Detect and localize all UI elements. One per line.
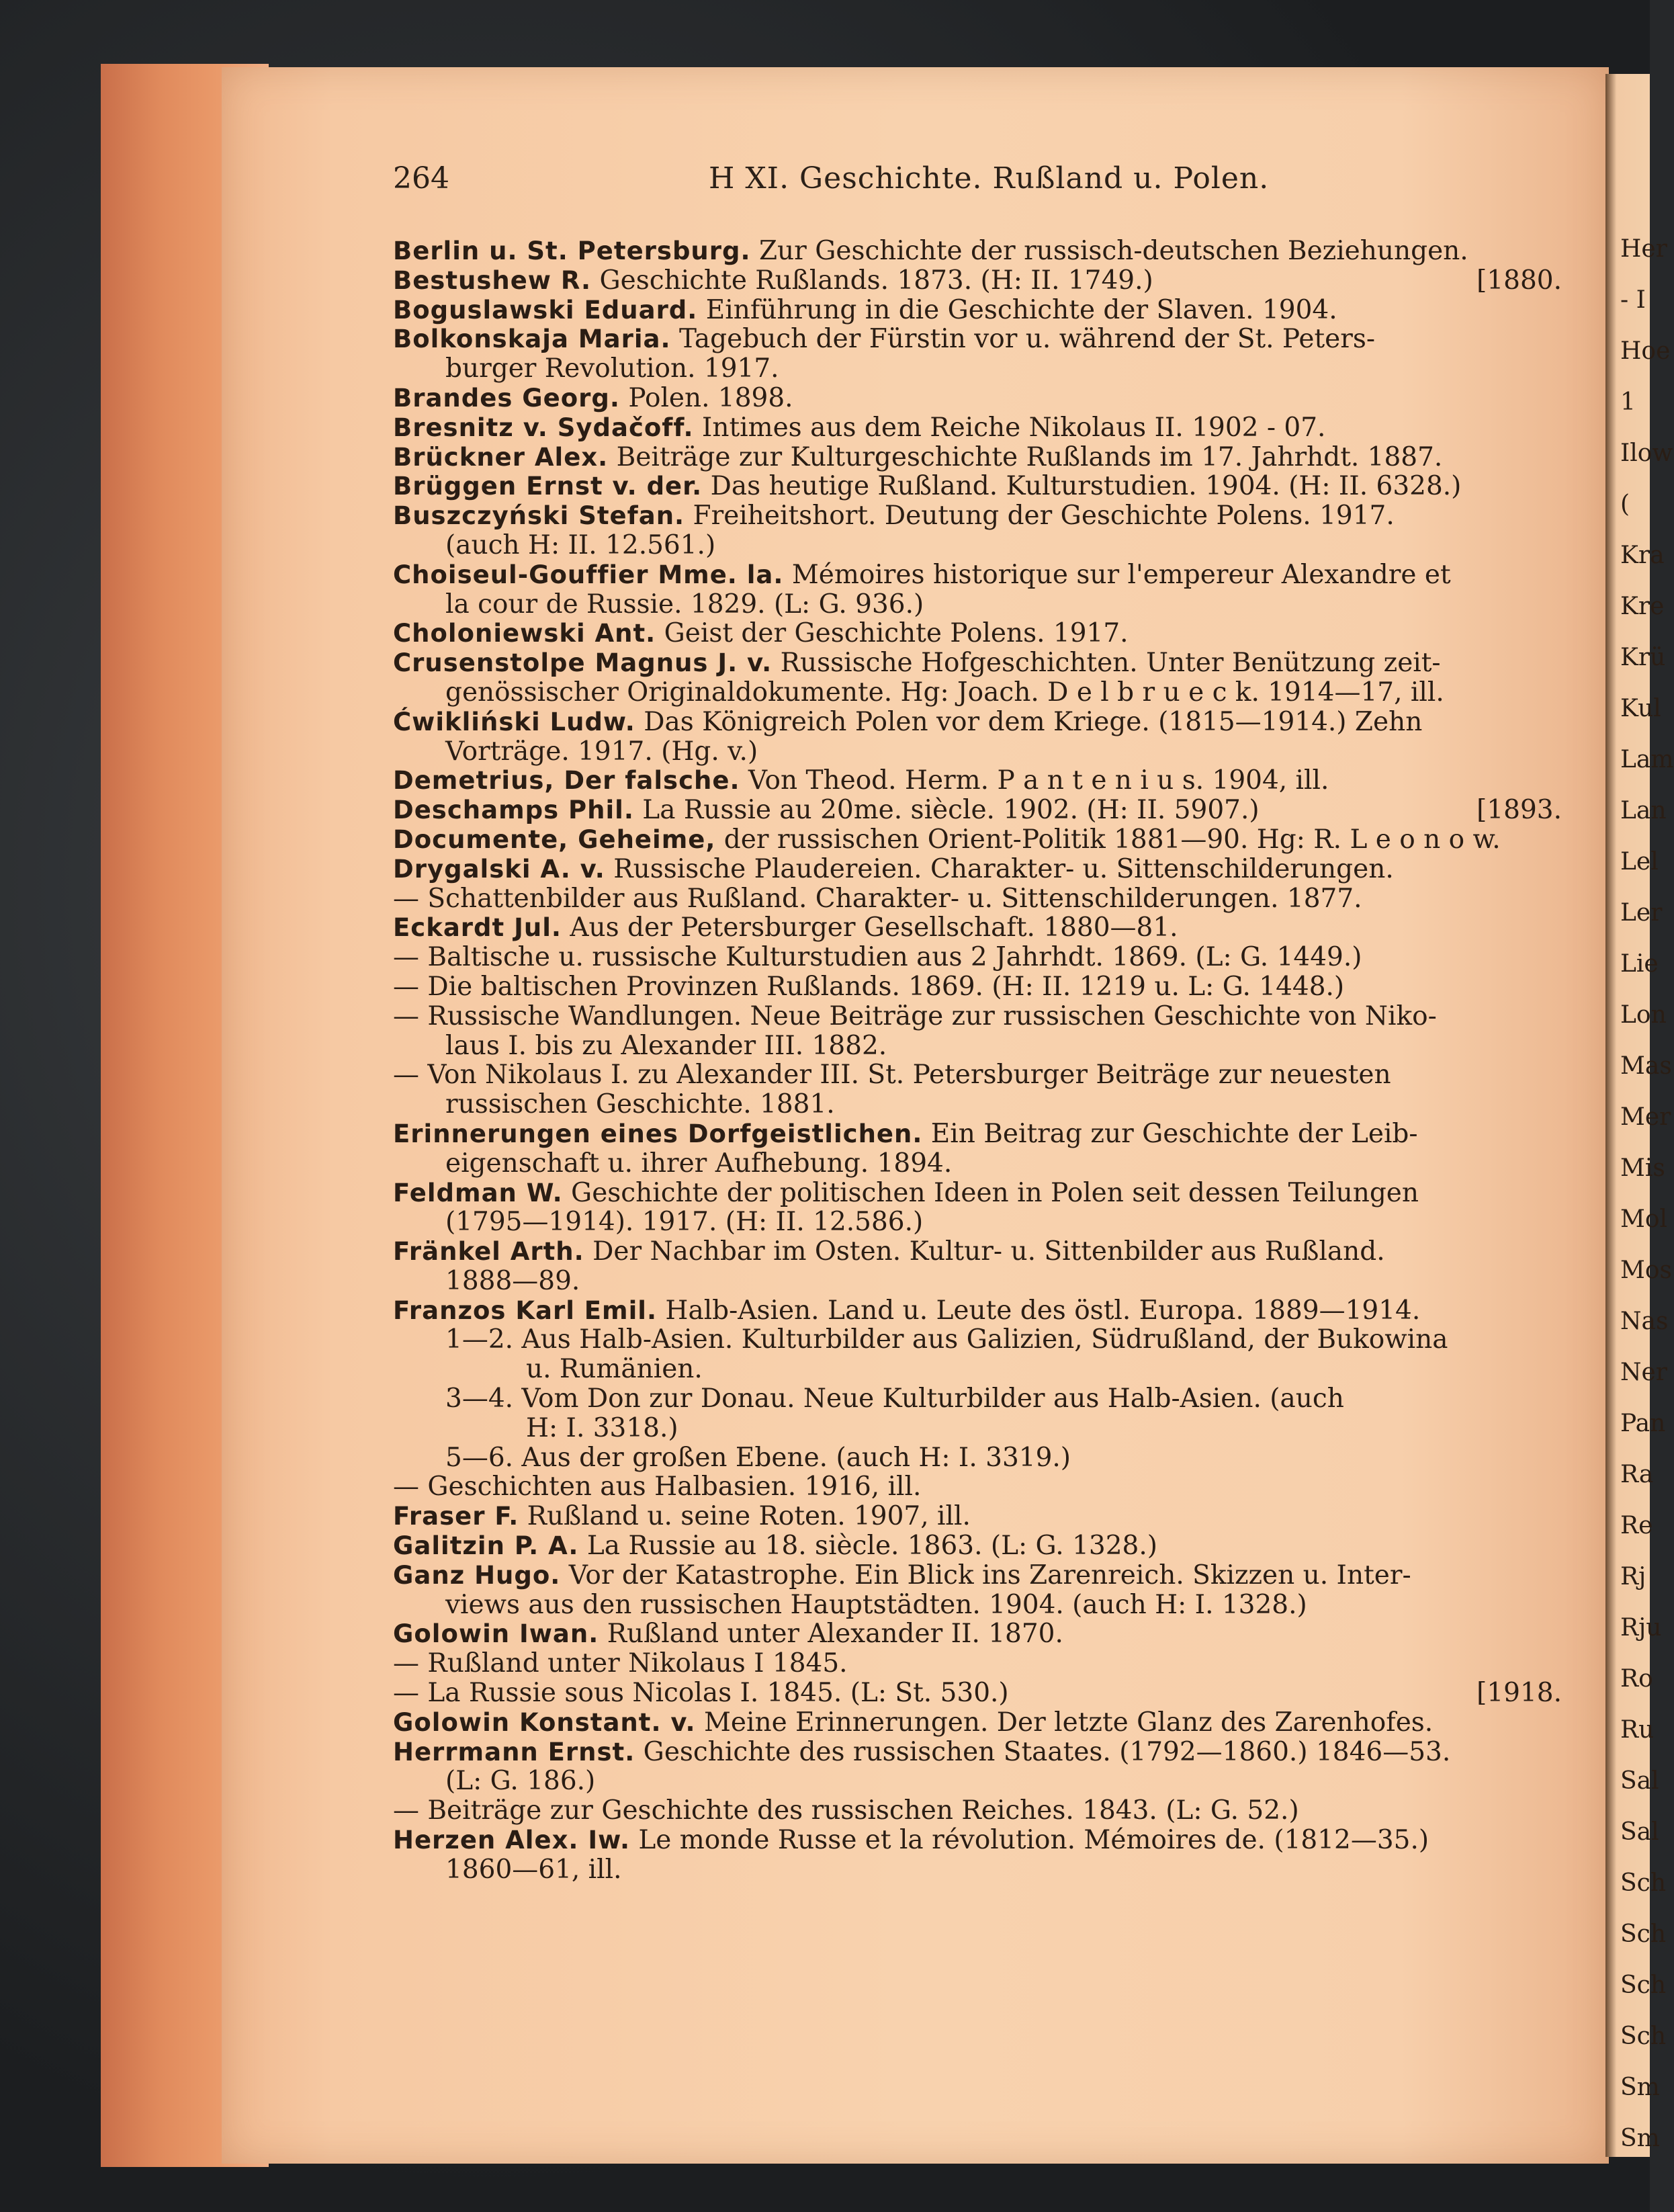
entry-text: — Baltische u. russische Kulturstudien aus 2 Jahrhdt. 1869. (L: G. 1449.) — [393, 942, 1362, 973]
entry-text: — Die baltischen Provinzen Rußlands. 1869. (H: II. 1219 u. L: G. 1448.) — [393, 971, 1345, 1002]
adjacent-page-fragment: 1 — [1620, 388, 1636, 416]
entry-text: Rußland unter Alexander II. 1870. — [599, 1619, 1063, 1650]
entry-line — [393, 1267, 1562, 1296]
adjacent-page-fragment: Rj — [1620, 1563, 1646, 1590]
entry-line — [393, 443, 1562, 472]
entry-text: Zur Geschichte der russisch-deutschen Beziehungen. — [750, 236, 1468, 266]
adjacent-page-fragment: Mos — [1620, 1257, 1673, 1284]
entry-line — [393, 1149, 1562, 1179]
entry-text: Von Theod. Herm. P a n t e n i u s. 1904, ill. — [740, 765, 1329, 796]
entry-line — [393, 1060, 1562, 1090]
entry-text: Das Königreich Polen vor dem Kriege. (1815—1914.) Zehn — [635, 706, 1423, 737]
adjacent-page-fragment: Re — [1620, 1512, 1653, 1539]
entry-line — [393, 1119, 1562, 1149]
entry-line — [393, 237, 1562, 266]
entry-line — [393, 1355, 1562, 1384]
adjacent-page-fragment: Lel — [1620, 848, 1659, 876]
entry-author: Deschamps Phil. — [393, 796, 634, 825]
entry-year-bracket: [1893. — [1477, 795, 1562, 826]
entry-line — [393, 384, 1562, 413]
entry-text: Aus der Petersburger Gesellschaft. 1880—81. — [561, 912, 1178, 943]
entry-author: Ćwikliński Ludw. — [393, 707, 635, 736]
entry-year-bracket: [1880. — [1477, 265, 1562, 296]
entry-line — [393, 1002, 1562, 1031]
entry-line — [393, 1826, 1562, 1855]
entry-line — [393, 1472, 1562, 1502]
entry-text: Polen. 1898. — [619, 382, 793, 413]
entry-text: eigenschaft u. ihrer Aufhebung. 1894. — [445, 1148, 953, 1179]
entry-author: Fraser F. — [393, 1502, 519, 1531]
entry-text: Le monde Russe et la révolution. Mémoires de. (1812—35.) — [630, 1825, 1429, 1856]
entry-author: Bolkonskaja Maria. — [393, 325, 671, 354]
entry-text: Tagebuch der Fürstin vor u. während der St. Peters- — [670, 324, 1376, 355]
adjacent-page-fragment: Ra — [1620, 1461, 1654, 1488]
entry-text: 1860—61, ill. — [445, 1854, 622, 1885]
adjacent-page-fragment: Ro — [1620, 1665, 1653, 1693]
entry-text: Halb-Asien. Land u. Leute des östl. Europa. 1889—1914. — [657, 1295, 1421, 1326]
entry-text: Freiheitshort. Deutung der Geschichte Polens. 1917. — [685, 501, 1395, 531]
adjacent-page-fragment: Kul — [1620, 695, 1661, 722]
entry-line — [393, 472, 1562, 501]
entry-line — [393, 855, 1562, 884]
entry-line — [393, 1502, 1562, 1531]
entry-line — [393, 678, 1562, 708]
entry-text: La Russie au 18. siècle. 1863. (L: G. 1328.) — [578, 1531, 1157, 1562]
entry-line — [393, 1561, 1562, 1590]
entry-text: Beiträge zur Kulturgeschichte Rußlands im 17. Jahrhdt. 1887. — [608, 441, 1443, 472]
entry-line — [393, 1296, 1562, 1326]
entry-text: Russische Plaudereien. Charakter- u. Sittenschilderungen. — [605, 853, 1394, 884]
adjacent-page-fragment: - I — [1620, 286, 1646, 314]
entry-text: — Rußland unter Nikolaus I 1845. — [393, 1648, 848, 1679]
entry-text: — Von Nikolaus I. zu Alexander III. St. Petersburger Beiträge zur neuesten — [393, 1060, 1391, 1091]
entry-line — [393, 1325, 1562, 1355]
adjacent-page-fragment: Lam — [1620, 746, 1674, 773]
entry-text: — Schattenbilder aus Rußland. Charakter- u. Sittenschilderungen. 1877. — [393, 883, 1362, 914]
entry-line — [393, 1767, 1562, 1796]
entry-text: russischen Geschichte. 1881. — [445, 1089, 835, 1120]
entry-text: Vorträge. 1917. (Hg. v.) — [445, 736, 758, 767]
entry-line — [393, 648, 1562, 678]
entry-line — [393, 266, 1562, 296]
adjacent-page-fragment: Hoe — [1620, 337, 1671, 365]
entry-text: u. Rumänien. — [526, 1354, 703, 1385]
bibliography-list — [393, 237, 1562, 1885]
entry-author: Brückner Alex. — [393, 442, 609, 472]
entry-text: genössischer Originaldokumente. Hg: Joach. D e l b r u e c k. 1914—17, ill. — [445, 677, 1444, 708]
entry-line — [393, 296, 1562, 325]
page-header — [393, 161, 1535, 208]
entry-line — [393, 796, 1562, 825]
entry-text: Das heutige Rußland. Kulturstudien. 1904. (H: II. 6328.) — [702, 471, 1462, 502]
entry-line — [393, 1708, 1562, 1738]
entry-text: Geschichte des russischen Staates. (1792—1860.) 1846—53. — [635, 1736, 1451, 1767]
entry-text: Intimes aus dem Reiche Nikolaus II. 1902 - 07. — [693, 412, 1326, 443]
adjacent-page-fragment: Nas — [1620, 1308, 1669, 1335]
entry-line — [393, 354, 1562, 384]
entry-line — [393, 413, 1562, 443]
entry-line — [393, 1031, 1562, 1061]
entry-line — [393, 825, 1562, 855]
entry-text: 1888—89. — [445, 1265, 580, 1296]
entry-line — [393, 1179, 1562, 1208]
entry-text: — Geschichten aus Halbasien. 1916, ill. — [393, 1472, 922, 1502]
entry-author: Herrmann Ernst. — [393, 1737, 635, 1767]
entry-line — [393, 943, 1562, 972]
entry-text: La Russie au 20me. siècle. 1902. (H: II. 5907.) — [633, 795, 1260, 826]
entry-author: Choiseul-Gouffier Mme. la. — [393, 560, 784, 589]
entry-line — [393, 1090, 1562, 1119]
adjacent-page-fragment: Mol — [1620, 1205, 1668, 1233]
entry-text: Geist der Geschichte Polens. 1917. — [656, 618, 1129, 649]
adjacent-page-fragment: Mas — [1620, 1052, 1672, 1080]
adjacent-page-fragment: Lon — [1620, 1001, 1667, 1029]
entry-author: Franzos Karl Emil. — [393, 1295, 658, 1325]
entry-line — [393, 1443, 1562, 1473]
entry-line — [393, 737, 1562, 767]
entry-author: Herzen Alex. Iw. — [393, 1826, 631, 1855]
entry-text: Russische Hofgeschichten. Unter Benützung zeit- — [772, 648, 1441, 679]
adjacent-page-fragment: Sch — [1620, 1869, 1667, 1897]
adjacent-page-fragment: Ner — [1620, 1359, 1668, 1386]
entry-author: Galitzin P. A. — [393, 1531, 579, 1561]
entry-text: 1—2. Aus Halb-Asien. Kulturbilder aus Galizien, Südrußland, der Bukowina — [445, 1324, 1448, 1355]
entry-line — [393, 1619, 1562, 1649]
entry-author: Bresnitz v. Sydačoff. — [393, 413, 694, 442]
entry-author: Choloniewski Ant. — [393, 619, 656, 648]
entry-author: Golowin Iwan. — [393, 1619, 599, 1649]
entry-line — [393, 972, 1562, 1002]
entry-text: Rußland u. seine Roten. 1907, ill. — [519, 1501, 971, 1532]
entry-line — [393, 766, 1562, 796]
entry-line — [393, 1237, 1562, 1267]
entry-line — [393, 501, 1562, 531]
entry-author: Brüggen Ernst v. der. — [393, 472, 703, 501]
entry-line — [393, 1649, 1562, 1678]
entry-text: la cour de Russie. 1829. (L: G. 936.) — [445, 589, 924, 620]
entry-text: Ein Beitrag zur Geschichte der Leib- — [922, 1118, 1418, 1149]
adjacent-page-fragment: Ru — [1620, 1716, 1655, 1744]
entry-author: Eckardt Jul. — [393, 913, 562, 943]
entry-author: Buszczyński Stefan. — [393, 501, 685, 531]
entry-text: Geschichte Rußlands. 1873. (H: II. 1749.) — [591, 265, 1153, 296]
adjacent-page-fragment: Her — [1620, 235, 1667, 263]
entry-line — [393, 1796, 1562, 1826]
adjacent-page-fragment: Sm — [1620, 2074, 1660, 2101]
entry-text: — La Russie sous Nicolas I. 1845. (L: St. 530.) — [393, 1678, 1009, 1709]
adjacent-page-fragment: Ilow — [1620, 439, 1673, 467]
entry-author: Ganz Hugo. — [393, 1560, 561, 1590]
adjacent-page-fragment: Sal — [1620, 1818, 1659, 1846]
entry-text: Einführung in die Geschichte der Slaven. 1904. — [697, 294, 1337, 325]
entry-author: Golowin Konstant. v. — [393, 1707, 696, 1737]
adjacent-page-fragment: Mis — [1620, 1154, 1665, 1182]
entry-text: burger Revolution. 1917. — [445, 353, 779, 384]
entry-text: 5—6. Aus der großen Ebene. (auch H: I. 3319.) — [445, 1442, 1071, 1473]
entry-author: Brandes Georg. — [393, 383, 620, 413]
entry-line — [393, 1207, 1562, 1237]
entry-author: Erinnerungen eines Dorfgeistlichen. — [393, 1119, 923, 1148]
page-number: 264 — [393, 161, 449, 196]
entry-text: Mémoires historique sur l'empereur Alexandre et — [783, 559, 1451, 590]
entry-text: views aus den russischen Hauptstädten. 1904. (auch H: I. 1328.) — [445, 1589, 1307, 1620]
adjacent-page-fragment: Mer — [1620, 1103, 1671, 1131]
entry-line — [393, 325, 1562, 354]
adjacent-page-fragment: Kra — [1620, 542, 1665, 569]
entry-author: Bestushew R. — [393, 265, 592, 295]
entry-text: — Beiträge zur Geschichte des russischen Reiches. 1843. (L: G. 52.) — [393, 1795, 1299, 1826]
entry-line — [393, 560, 1562, 590]
entry-author: Boguslawski Eduard. — [393, 295, 698, 325]
entry-text: Vor der Katastrophe. Ein Blick ins Zarenreich. Skizzen u. Inter- — [560, 1560, 1411, 1590]
entry-line — [393, 590, 1562, 620]
entry-author: Documente, Geheime, — [393, 824, 716, 854]
running-title: H XI. Geschichte. Rußland u. Polen. — [709, 161, 1270, 196]
entry-line — [393, 1855, 1562, 1885]
entry-text: (L: G. 186.) — [445, 1766, 596, 1797]
entry-author: Drygalski A. v. — [393, 854, 605, 884]
entry-line — [393, 708, 1562, 737]
entry-text: laus I. bis zu Alexander III. 1882. — [445, 1030, 887, 1061]
entry-author: Fränkel Arth. — [393, 1237, 584, 1267]
adjacent-page-fragment: Sch — [1620, 2023, 1667, 2050]
adjacent-page-fragment: Lan — [1620, 797, 1667, 824]
adjacent-page-fragment: Sm — [1620, 2125, 1660, 2152]
entry-text: der russischen Orient-Politik 1881—90. Hg: R. L e o n o w. — [715, 824, 1501, 855]
entry-text: (auch H: II. 12.561.) — [445, 529, 716, 560]
adjacent-page-fragment: Sch — [1620, 1971, 1667, 1999]
adjacent-page-fragment: Rju — [1620, 1614, 1662, 1642]
entry-text: (1795—1914). 1917. (H: II. 12.586.) — [445, 1207, 924, 1238]
entry-text: — Russische Wandlungen. Neue Beiträge zur russischen Geschichte von Niko- — [393, 1001, 1437, 1031]
entry-author: Berlin u. St. Petersburg. — [393, 237, 751, 265]
adjacent-page-fragment: Pan — [1620, 1410, 1666, 1437]
entry-author: Crusenstolpe Magnus J. v. — [393, 648, 773, 678]
adjacent-page-fragment: Kre — [1620, 593, 1665, 620]
entry-text: Geschichte der politischen Ideen in Polen seit dessen Teilungen — [562, 1177, 1419, 1208]
entry-line — [393, 913, 1562, 943]
adjacent-page-fragment: Krü — [1620, 644, 1666, 671]
entry-line — [393, 1414, 1562, 1443]
entry-text: Der Nachbar im Osten. Kultur- u. Sittenbilder aus Rußland. — [584, 1236, 1385, 1267]
entry-line — [393, 531, 1562, 560]
entry-line — [393, 1384, 1562, 1414]
adjacent-page-fragment: ( — [1620, 491, 1630, 518]
entry-line — [393, 1678, 1562, 1708]
entry-text: Meine Erinnerungen. Der letzte Glanz des Zarenhofes. — [695, 1707, 1434, 1738]
adjacent-page-strip — [1605, 74, 1674, 2157]
entry-year-bracket: [1918. — [1477, 1678, 1562, 1709]
entry-line — [393, 884, 1562, 914]
entry-line — [393, 1531, 1562, 1561]
entry-text: 3—4. Vom Don zur Donau. Neue Kulturbilder aus Halb-Asien. (auch — [445, 1384, 1344, 1414]
entry-line — [393, 1590, 1562, 1620]
adjacent-page-fragment: Sal — [1620, 1767, 1659, 1795]
adjacent-page-fragment: Lie — [1620, 950, 1659, 978]
entry-text: H: I. 3318.) — [526, 1412, 678, 1443]
adjacent-page-fragment: Sch — [1620, 1920, 1667, 1948]
entry-author: Feldman W. — [393, 1178, 563, 1207]
adjacent-page-fragment: Ler — [1620, 899, 1663, 927]
entry-line — [393, 619, 1562, 648]
entry-author: Demetrius, Der falsche. — [393, 766, 740, 796]
entry-line — [393, 1738, 1562, 1767]
